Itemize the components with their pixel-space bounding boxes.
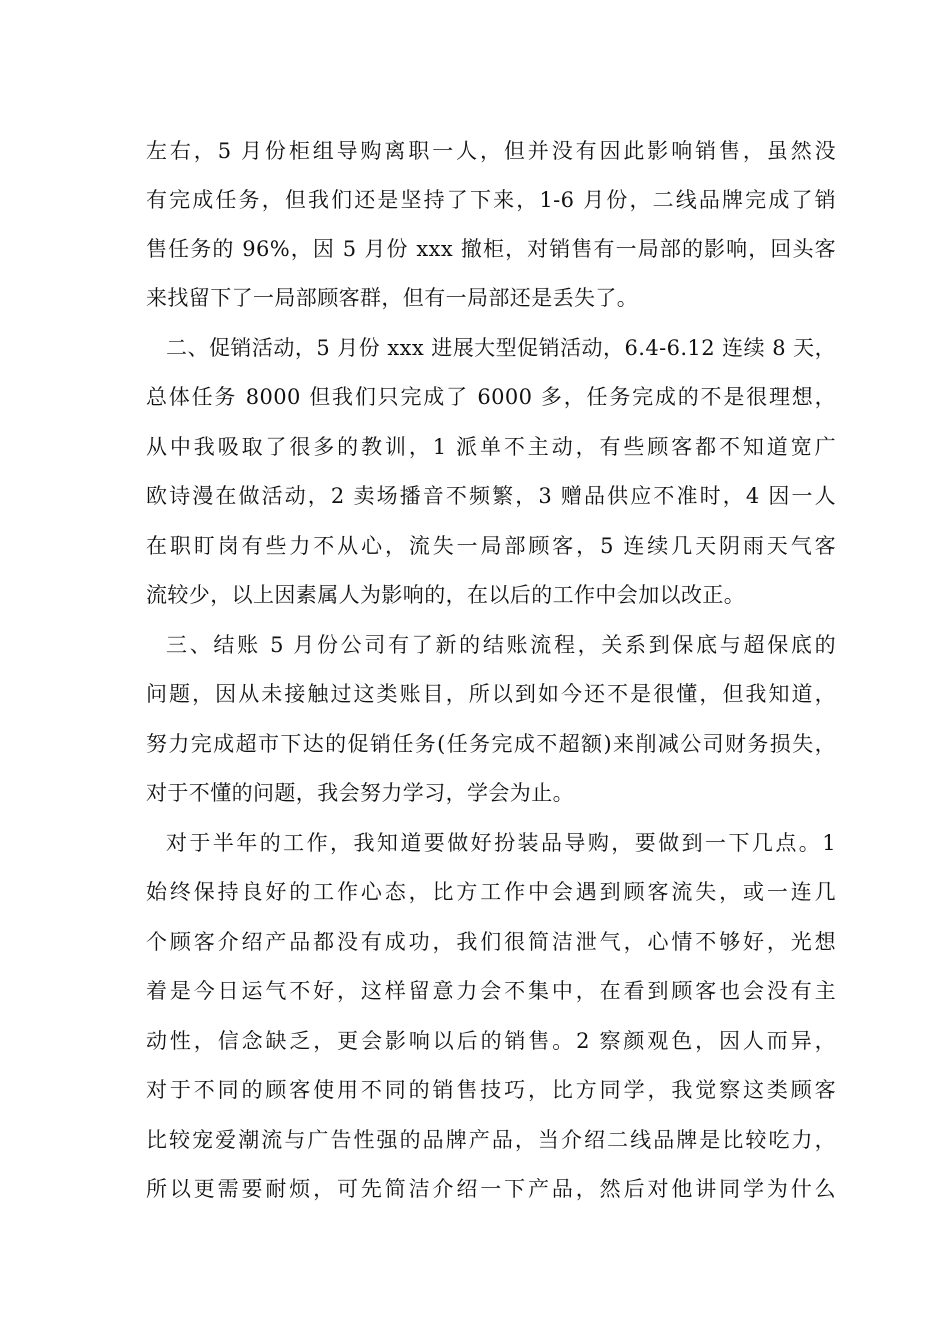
paragraph-start-line: 对于半年的工作，我知道要做好扮装品导购，要做到一下几点。1: [166, 831, 836, 855]
text-line: 着是今日运气不好，这样留意力会不集中，在看到顾客也会没有主: [146, 979, 836, 1003]
paragraph-start-line: 三、结账 5 月份公司有了新的结账流程，关系到保底与超保底的: [166, 633, 836, 657]
text-line: 总体任务 8000 但我们只完成了 6000 多，任务完成的不是很理想，: [146, 385, 836, 409]
text-line: 欧诗漫在做活动，2 卖场播音不频繁，3 赠品供应不准时，4 因一人: [146, 484, 836, 508]
text-line: 售任务的 96%，因 5 月份 xxx 撤柜，对销售有一局部的影响，回头客: [146, 237, 836, 261]
paragraph-start-line: 二、促销活动，5 月份 xxx 进展大型促销活动，6.4-6.12 连续 8 天，: [166, 336, 836, 360]
text-line: 努力完成超市下达的促销任务(任务完成不超额)来削减公司财务损失，: [146, 732, 836, 756]
text-line: 动性，信念缺乏，更会影响以后的销售。2 察颜观色，因人而异，: [146, 1029, 836, 1053]
text-line: 比较宠爱潮流与广告性强的品牌产品，当介绍二线品牌是比较吃力，: [146, 1128, 836, 1152]
text-line: 在职盯岗有些力不从心，流失一局部顾客，5 连续几天阴雨天气客: [146, 534, 836, 558]
text-line: 从中我吸取了很多的教训，1 派单不主动，有些顾客都不知道宽广: [146, 435, 836, 459]
text-line: 对于不同的顾客使用不同的销售技巧，比方同学，我觉察这类顾客: [146, 1078, 836, 1102]
text-line: 来找留下了一局部顾客群，但有一局部还是丢失了。: [146, 286, 639, 310]
text-line: 始终保持良好的工作心态，比方工作中会遇到顾客流失，或一连几: [146, 880, 836, 904]
text-line: 对于不懂的问题，我会努力学习，学会为止。: [146, 781, 574, 805]
text-line: 个顾客介绍产品都没有成功，我们很简洁泄气，心情不够好，光想: [146, 930, 836, 954]
text-line: 所以更需要耐烦，可先简洁介绍一下产品，然后对他讲同学为什么: [146, 1177, 836, 1201]
text-line: 有完成任务，但我们还是坚持了下来，1-6 月份，二线品牌完成了销: [146, 188, 836, 212]
text-line: 流较少，以上因素属人为影响的，在以后的工作中会加以改正。: [146, 583, 746, 607]
text-line: 问题，因从未接触过这类账目，所以到如今还不是很懂，但我知道，: [146, 682, 836, 706]
text-line: 左右，5 月份柜组导购离职一人，但并没有因此影响销售，虽然没: [146, 139, 836, 163]
